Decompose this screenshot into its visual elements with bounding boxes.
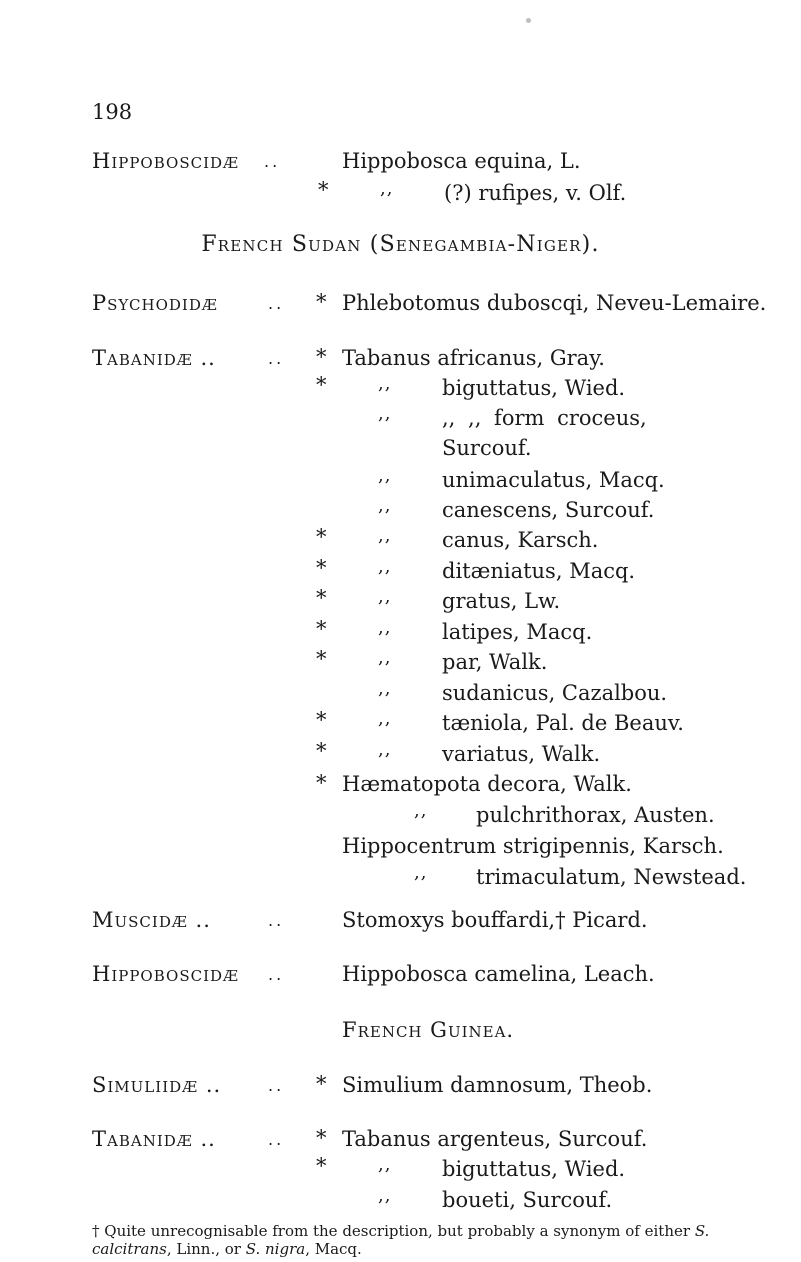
star-marker: * — [316, 771, 327, 795]
entry-biguttatus: biguttatus, Wied. — [442, 376, 626, 400]
footnote-text-2: , Linn., or — [166, 1240, 246, 1258]
star-marker: * — [316, 373, 327, 397]
star-marker: * — [316, 290, 327, 314]
star-marker: * — [316, 1126, 327, 1150]
leader-dots: .. — [268, 1076, 285, 1095]
leader-dots: .. — [268, 294, 285, 313]
leader-dots: .. — [268, 349, 285, 368]
star-marker: * — [316, 739, 327, 763]
entry-rufipes: (?) rufipes, v. Olf. — [444, 181, 627, 205]
family-hippoboscidae-top: Hippoboscidæ — [92, 149, 240, 173]
ditto-mark: ,, — [414, 800, 428, 821]
family-tabanidae-sudan: Tabanidæ .. — [92, 346, 216, 370]
entry-trimaculatum: trimaculatum, Newstead. — [476, 865, 747, 889]
entry-simulium-damnosum: Simulium damnosum, Theob. — [342, 1073, 653, 1097]
entry-stomoxys: Stomoxys bouffardi,† Picard. — [342, 908, 648, 932]
ditto-mark: ,, — [378, 647, 392, 668]
leader-dots: .. — [264, 152, 281, 171]
ditto-mark: ,, — [378, 708, 392, 729]
entry-unimaculatus: unimaculatus, Macq. — [442, 468, 665, 492]
family-tabanidae-guinea: Tabanidæ .. — [92, 1127, 216, 1151]
entry-gratus: gratus, Lw. — [442, 589, 561, 613]
star-marker: * — [316, 617, 327, 641]
footnote-italic-calcitrans: calcitrans — [92, 1240, 167, 1258]
entry-variatus: variatus, Walk. — [442, 742, 601, 766]
family-simuliidae: Simuliidæ .. — [92, 1073, 222, 1097]
footnote-text-1: Quite unrecognisable from the description, but probably a synonym of either — [99, 1222, 695, 1240]
ditto-mark: ,, — [378, 678, 392, 699]
star-marker: * — [316, 525, 327, 549]
entry-sudanicus: sudanicus, Cazalbou. — [442, 681, 668, 705]
entry-ditaeniatus: ditæniatus, Macq. — [442, 559, 636, 583]
footnote-text-3: , Macq. — [305, 1240, 362, 1258]
ditto-mark: ,, — [378, 617, 392, 638]
paper-fleck — [526, 18, 531, 23]
entry-biguttatus-guinea: biguttatus, Wied. — [442, 1157, 626, 1181]
ditto-mark: ,, — [378, 403, 392, 424]
ditto-mark: ,, — [378, 495, 392, 516]
entry-phlebotomus: Phlebotomus duboscqi, Neveu-Lemaire. — [342, 291, 767, 315]
footnote-mark: † — [92, 1222, 100, 1240]
entry-hippobosca-camelina: Hippobosca camelina, Leach. — [342, 962, 655, 986]
star-marker: * — [316, 1072, 327, 1096]
ditto-mark: ,, — [378, 586, 392, 607]
entry-surcouf-cont: Surcouf. — [442, 436, 532, 460]
footnote-italic-s: S. — [694, 1222, 710, 1240]
entry-hippobosca-equina: Hippobosca equina, L. — [342, 149, 581, 173]
entry-latipes: latipes, Macq. — [442, 620, 593, 644]
heading-french-sudan: French Sudan (Senegambia-Niger). — [201, 232, 600, 257]
star-marker: * — [316, 1154, 327, 1178]
entry-haematopota-decora: Hæmatopota decora, Walk. — [342, 772, 632, 796]
footnote-italic-nigra: S. nigra — [245, 1240, 306, 1258]
footnote-line-2 — [92, 1236, 801, 1262]
star-marker: * — [316, 586, 327, 610]
entry-tabanus-argenteus: Tabanus argenteus, Surcouf. — [342, 1127, 648, 1151]
ditto-mark: ,, — [378, 556, 392, 577]
star-marker: * — [316, 345, 327, 369]
ditto-mark: ,, — [378, 373, 392, 394]
heading-french-guinea: French Guinea. — [342, 1018, 515, 1042]
ditto-mark: ,, — [378, 1154, 392, 1175]
page-number: 198 — [92, 100, 133, 124]
leader-dots: .. — [268, 965, 285, 984]
entry-tabanus-africanus: Tabanus africanus, Gray. — [342, 346, 605, 370]
entry-par: par, Walk. — [442, 650, 548, 674]
ditto-mark: ,, — [378, 465, 392, 486]
star-marker: * — [316, 708, 327, 732]
entry-canus: canus, Karsch. — [442, 528, 599, 552]
family-muscidae: Muscidæ .. — [92, 908, 211, 932]
ditto-mark: ,, — [378, 1185, 392, 1206]
entry-hippocentrum: Hippocentrum strigipennis, Karsch. — [342, 834, 724, 858]
entry-boueti: boueti, Surcouf. — [442, 1188, 613, 1212]
ditto-mark: ,, — [378, 525, 392, 546]
ditto-mark: ,, — [378, 739, 392, 760]
ditto-mark: ,, — [380, 178, 394, 199]
entry-taeniola: tæniola, Pal. de Beauv. — [442, 711, 684, 735]
family-hippoboscidae-sudan: Hippoboscidæ — [92, 962, 240, 986]
leader-dots: .. — [268, 1130, 285, 1149]
entry-pulchrithorax: pulchrithorax, Austen. — [476, 803, 715, 827]
entry-canescens: canescens, Surcouf. — [442, 498, 655, 522]
star-marker: * — [316, 556, 327, 580]
star-marker: * — [318, 178, 329, 202]
ditto-mark: ,, — [414, 862, 428, 883]
family-psychodidae: Psychodidæ — [92, 291, 218, 315]
leader-dots: .. — [268, 911, 285, 930]
star-marker: * — [316, 647, 327, 671]
entry-form-croceus: ,, ,, form croceus, — [442, 406, 647, 430]
